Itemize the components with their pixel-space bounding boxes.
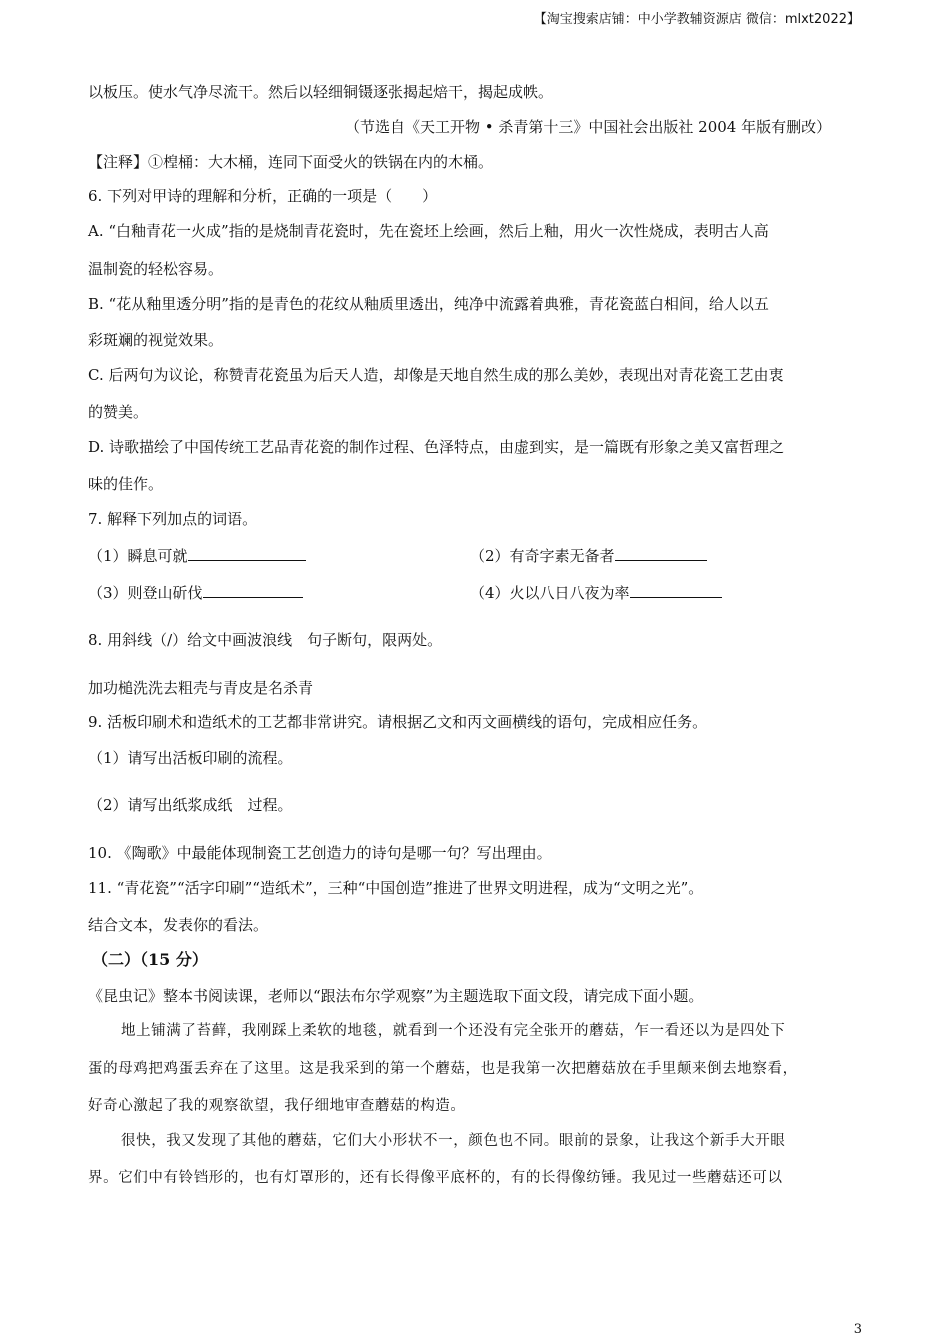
passage-p2-line2: 界。它们中有铃铛形的，也有灯罩形的，还有长得像平底杯的，有的长得像纺锤。我见过一些蘑菇还可以 <box>88 1170 783 1186</box>
option-c-line1: C. 后两句为议论，称赞青花瓷虽为后天人造，却像是天地自然生成的那么美妙，表现出对青花瓷工艺由衷 <box>88 366 784 384</box>
question-7-stem: 7. 解释下列加点的词语。 <box>88 510 258 528</box>
option-d-line2: 味的佳作。 <box>88 475 164 493</box>
option-a-line2: 温制瓷的轻松容易。 <box>88 260 224 278</box>
question-7-item-3 <box>88 581 303 603</box>
option-b-line2: 彩斑斓的视觉效果。 <box>88 331 224 349</box>
option-a-line1: A. “白釉青花一火成”指的是烧制青花瓷时，先在瓷坯上绘画，然后上釉，用火一次性烧成，表明古人高 <box>88 222 769 240</box>
answer-blank[interactable] <box>203 581 303 598</box>
question-11-line2: 结合文本，发表你的看法。 <box>88 916 269 934</box>
passage-p1-line3: 好奇心激起了我的观察欲望，我仔细地审查蘑菇的构造。 <box>88 1098 466 1114</box>
item-text: （4）火以八日八夜为率 <box>470 584 630 602</box>
question-8-sentence: 加功槌洗洗去粗壳与青皮是名杀青 <box>88 679 314 697</box>
question-7-item-1 <box>88 544 306 566</box>
question-9-sub-1: （1）请写出活板印刷的流程。 <box>88 749 293 767</box>
option-b-line1: B. “花从釉里透分明”指的是青色的花纹从釉质里透出，纯净中流露着典雅，青花瓷蓝白相间，给人以五 <box>88 295 769 313</box>
store-banner: 【淘宝搜索店铺：中小学教辅资源店 微信：mlxt2022】 <box>533 12 860 27</box>
passage-p1-line2: 蛋的母鸡把鸡蛋丢弃在了这里。这是我采到的第一个蘑菇，也是我第一次把蘑菇放在手里颠来倒去地察看， <box>88 1061 798 1077</box>
answer-blank[interactable] <box>615 544 707 561</box>
text-line: 以板压。使水气净尽流干。然后以轻细铜镊逐张揭起焙干，揭起成帙。 <box>88 83 554 101</box>
question-7-item-4 <box>470 581 722 603</box>
section-intro: 《昆虫记》整本书阅读课，老师以“跟法布尔学观察”为主题选取下面文段，请完成下面小题。 <box>88 987 704 1005</box>
question-11-line1: 11. “青花瓷”“活字印刷”“造纸术”，三种“中国创造”推进了世界文明进程，成为“文明之光”。 <box>88 879 704 897</box>
answer-blank[interactable] <box>630 581 722 598</box>
answer-blank[interactable] <box>188 544 306 561</box>
question-7-item-2 <box>470 544 707 566</box>
question-10: 10. 《陶歌》中最能体现制瓷工艺创造力的诗句是哪一句？写出理由。 <box>88 844 552 862</box>
source-citation: （节选自《天工开物 • 杀青第十三》中国社会出版社 2004 年版有删改） <box>345 118 832 136</box>
item-text: （3）则登山斫伐 <box>88 584 203 602</box>
question-9-sub-2: （2）请写出纸浆成纸 过程。 <box>88 796 293 814</box>
page-number: 3 <box>853 1322 862 1337</box>
item-text: （1）瞬息可就 <box>88 547 188 565</box>
section-heading: （二）（15 分） <box>92 950 208 969</box>
passage-p2-line1: 很快，我又发现了其他的蘑菇，它们大小形状不一，颜色也不同。眼前的景象，让我这个新手大开眼 <box>121 1133 786 1149</box>
annotation-note: 【注释】①楻桶：大木桶，连同下面受火的铁锅在内的木桶。 <box>88 153 494 171</box>
passage-p1-line1: 地上铺满了苔藓，我刚踩上柔软的地毯，就看到一个还没有完全张开的蘑菇，乍一看还以为是四处下 <box>121 1023 786 1039</box>
item-text: （2）有奇字素无备者 <box>470 547 615 565</box>
option-c-line2: 的赞美。 <box>88 403 149 421</box>
question-9-stem: 9. 活板印刷术和造纸术的工艺都非常讲究。请根据乙文和丙文画横线的语句，完成相应任务。 <box>88 713 708 731</box>
option-d-line1: D. 诗歌描绘了中国传统工艺品青花瓷的制作过程、色泽特点，由虚到实，是一篇既有形象之美又富哲理之 <box>88 438 785 456</box>
question-8-stem: 8. 用斜线（/）给文中画波浪线 句子断句，限两处。 <box>88 631 443 649</box>
question-6-stem: 6. 下列对甲诗的理解和分析，正确的一项是（ ） <box>88 187 438 205</box>
